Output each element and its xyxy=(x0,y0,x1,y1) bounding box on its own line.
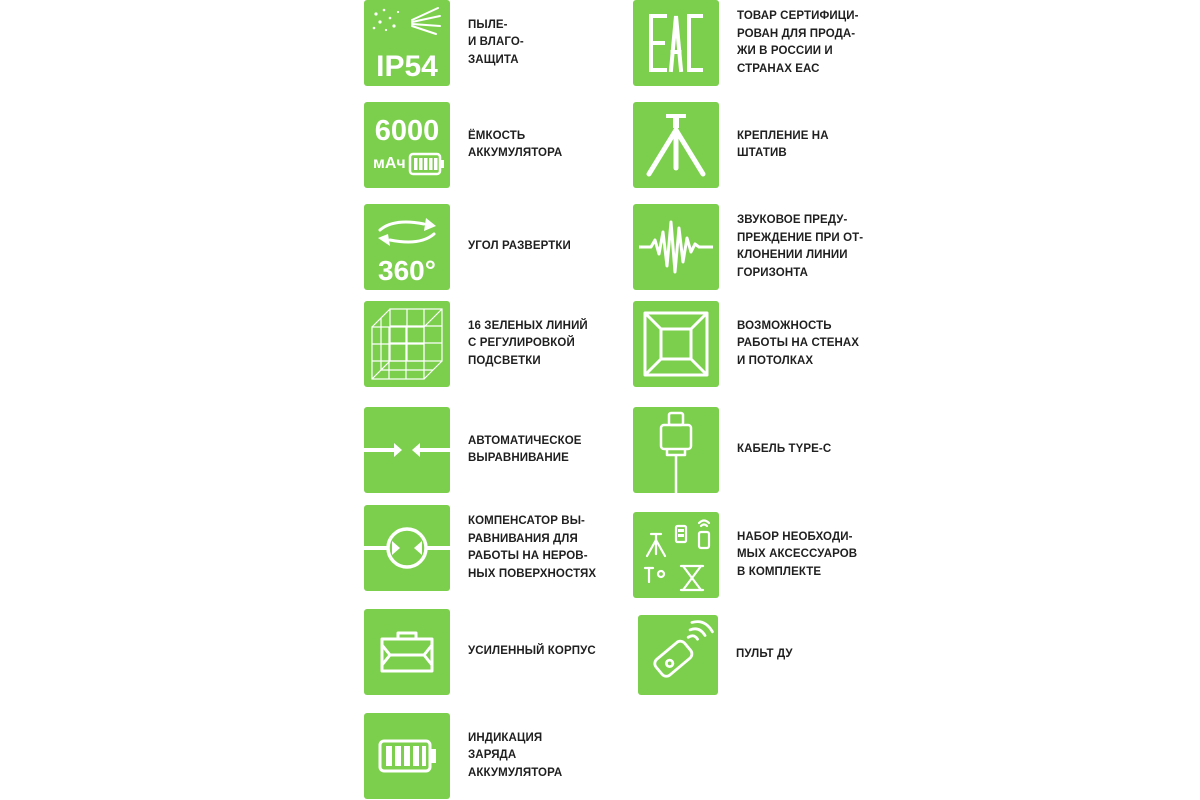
feature-battery-indicator xyxy=(364,713,562,799)
reinforced-case-icon xyxy=(364,609,450,695)
feature-label: КРЕПЛЕНИЕ НА ШТАТИВ xyxy=(737,129,829,159)
feature-auto-leveling xyxy=(364,407,582,493)
usb-type-c-cable-icon xyxy=(633,407,719,493)
feature-label: ИНДИКАЦИЯ ЗАРЯДА АККУМУЛЯТОРА xyxy=(468,731,563,779)
sound-wave-icon xyxy=(633,204,719,290)
feature-laser-lines xyxy=(364,301,588,387)
feature-label: УСИЛЕННЫЙ КОРПУС xyxy=(468,645,596,658)
feature-label: ЁМКОСТЬ АККУМУЛЯТОРА xyxy=(468,129,563,159)
feature-reinforced-case xyxy=(364,609,596,695)
laser-lines-cube-icon xyxy=(364,301,450,387)
feature-type-c-cable xyxy=(633,407,831,493)
compensator-icon xyxy=(364,505,450,591)
ip54-text: IP54 xyxy=(376,50,438,83)
battery-indicator-icon xyxy=(364,713,450,799)
feature-eac xyxy=(633,0,859,86)
remote-control-icon xyxy=(638,615,718,695)
tripod-icon xyxy=(633,102,719,188)
svg-text:мАч: мАч xyxy=(373,155,406,172)
feature-label: 16 ЗЕЛЕНЫХ ЛИНИЙ С РЕГУЛИРОВКОЙ ПОДСВЕТКИ xyxy=(468,319,588,367)
feature-label: ВОЗМОЖНОСТЬ РАБОТЫ НА СТЕНАХ И ПОТОЛКАХ xyxy=(737,319,860,367)
svg-text:360°: 360° xyxy=(378,255,436,286)
feature-compensator xyxy=(364,505,596,591)
feature-rotation-360 xyxy=(364,204,571,290)
svg-text:6000: 6000 xyxy=(374,115,440,147)
rotation-360-icon xyxy=(364,204,450,290)
accessories-kit-icon xyxy=(633,512,719,598)
feature-battery-capacity xyxy=(364,102,562,188)
feature-accessories xyxy=(633,512,857,598)
feature-label: НАБОР НЕОБХОДИ- МЫХ АКСЕССУАРОВ В КОМПЛЕКТЕ xyxy=(737,530,858,578)
ip54-dust-water-icon xyxy=(364,0,450,86)
feature-tripod xyxy=(633,102,829,188)
feature-label: АВТОМАТИЧЕСКОЕ ВЫРАВНИВАНИЕ xyxy=(468,434,582,464)
eac-certification-icon xyxy=(633,0,719,86)
feature-label: ПУЛЬТ ДУ xyxy=(736,648,793,661)
walls-ceilings-icon xyxy=(633,301,719,387)
feature-label: КОМПЕНСАТОР ВЫ- РАВНИВАНИЯ ДЛЯ РАБОТЫ НА НЕРОВ- НЫХ ПОВЕРХНОСТЯХ xyxy=(468,515,597,580)
feature-label: ЗВУКОВОЕ ПРЕДУ- ПРЕЖДЕНИЕ ПРИ ОТ- КЛОНЕНИИ ЛИНИИ ГОРИЗОНТА xyxy=(737,214,864,279)
feature-label: КАБЕЛЬ TYPE-C xyxy=(737,443,832,456)
feature-sound-warning xyxy=(633,204,863,290)
feature-label: ТОВАР СЕРТИФИЦИ- РОВАН ДЛЯ ПРОДА- ЖИ В РОССИИ И СТРАНАХ ЕАС xyxy=(737,10,859,75)
feature-label: ПЫЛЕ- И ВЛАГО- ЗАЩИТА xyxy=(468,18,524,66)
feature-label: УГОЛ РАЗВЕРТКИ xyxy=(468,240,571,253)
feature-remote-control xyxy=(638,615,793,695)
feature-walls-ceilings xyxy=(633,301,859,387)
auto-leveling-icon xyxy=(364,407,450,493)
battery-capacity-icon xyxy=(364,102,450,188)
feature-ip54 xyxy=(364,0,524,86)
